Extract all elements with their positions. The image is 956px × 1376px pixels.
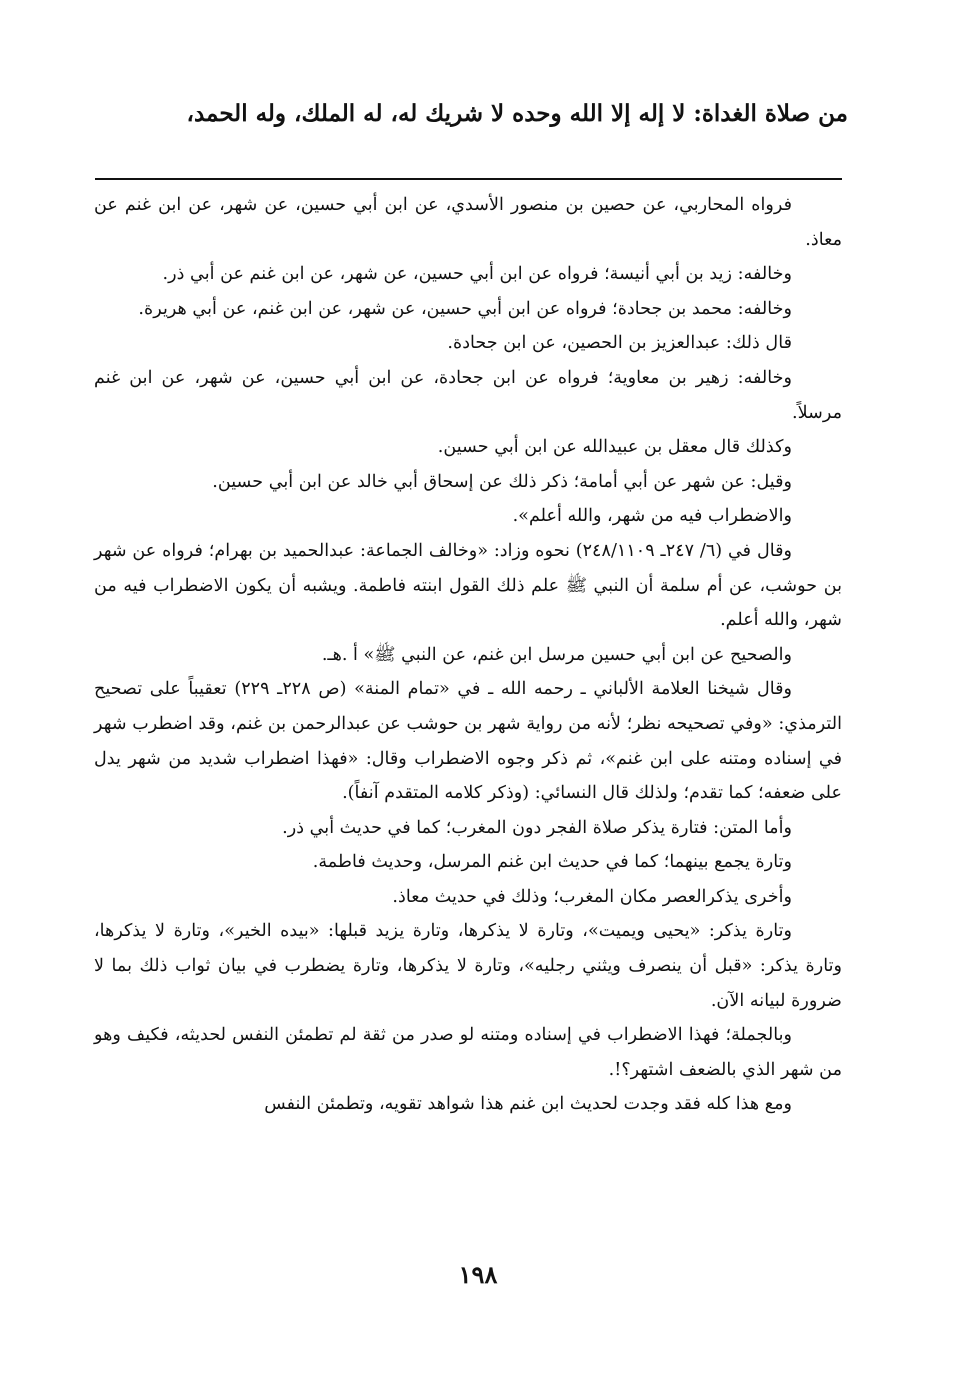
paragraph: وخالفه: زيد بن أبي أنيسة؛ فرواه عن ابن أبي حسين، عن شهر، عن ابن غنم عن أبي ذر. <box>162 264 792 285</box>
running-header: من صلاة الغداة: لا إله إلا الله وحده لا شريك له، له الملك، وله الحمد، <box>186 100 848 127</box>
paragraph: وأما المتن: فتارة يذكر صلاة الفجر دون المغرب؛ كما في حديث أبي ذر. <box>282 817 792 838</box>
paragraph: وقال شيخنا العلامة الألباني ـ رحمه الله ـ في «تمام المنة» (ص ٢٢٨ـ ٢٢٩) تعقيباً على تصحيح الترمذي: «وفي تصحيحه نظر؛ لأنه من رواية شهر بن حوشب عن عبدالرحمن بن غنم، وقد اضطرب شهر في إسناده ومتنه على ابن غنم»، ثم ذكر وجوه الاضطراب وقال: «فهذا اضطراب شديد من شهر يدل على ضعفه؛ كما تقدم؛ ولذلك قال النسائي: (وذكر كلامه المتقدم آنفاً). <box>94 679 842 804</box>
paragraph: وتارة يجمع بينهما؛ كما في حديث ابن غنم المرسل، وحديث فاطمة. <box>312 852 792 873</box>
paragraph: وقيل: عن شهر عن أبي أمامة؛ ذكر ذلك عن إسحاق أبي خالد عن ابن أبي حسين. <box>212 471 792 492</box>
page-number: ١٩٨ <box>458 1260 498 1289</box>
paragraph: وخالفه: زهير بن معاوية؛ فرواه عن ابن جحادة، عن ابن أبي حسين، عن شهر، عن ابن غنم مرسلاً. <box>94 367 842 423</box>
paragraph: والاضطراب فيه من شهر، والله أعلم». <box>512 506 792 527</box>
paragraph: والصحيح عن ابن أبي حسين مرسل ابن غنم، عن النبي ﷺ» أ .هـ. <box>321 644 792 665</box>
body-text <box>94 188 842 1122</box>
paragraph: فرواه المحاربي، عن حصين بن منصور الأسدي، عن ابن أبي حسين، عن شهر، عن ابن غنم عن معاذ. <box>94 195 842 250</box>
header-divider <box>95 178 842 180</box>
paragraph: وخالفه: محمد بن جحادة؛ فرواه عن ابن أبي حسين، عن شهر، عن ابن غنم، عن أبي هريرة. <box>138 298 792 319</box>
paragraph: وقال في (٦/ ٢٤٧ـ ٢٤٨/١١٠٩) نحوه وزاد: «وخالف الجماعة: عبدالحميد بن بهرام؛ فرواه عن شهر بن حوشب، عن أم سلمة أن النبي ﷺ علم ذلك القول ابنته فاطمة. ويشبه أن يكون الاضطراب فيه من شهر، والله أعلم. <box>94 540 842 631</box>
paragraph: وكذلك قال معقل بن عبيدالله عن ابن أبي حسين. <box>437 437 792 458</box>
paragraph: قال ذلك: عبدالعزيز بن الحصين، عن ابن جحادة. <box>447 333 792 354</box>
paragraph: وتارة يذكر: «يحيى ويميت»، وتارة لا يذكرها، وتارة يزيد قبلها: «بيده الخير»، وتارة لا يذكرها، وتارة يذكر: «قبل أن ينصرف ويثني رجليه»، وتارة لا يذكرها، وتارة يضطرب في بيان ثواب ذلك بما لا ضرورة لبيانه الآن. <box>94 921 842 1011</box>
paragraph: ومع هذا كله فقد وجدت لحديث ابن غنم هذا شواهد تقويه، وتطمئن النفس <box>264 1094 792 1115</box>
paragraph: وبالجملة؛ فهذا الاضطراب في إسناده ومتنه لو صدر من ثقة لم تطمئن النفس لحديثه، فكيف وهو من شهر الذي بالضعف اشتهر؟!. <box>94 1025 842 1080</box>
paragraph: وأخرى يذكرالعصر مكان المغرب؛ وذلك في حديث معاذ. <box>392 886 792 907</box>
